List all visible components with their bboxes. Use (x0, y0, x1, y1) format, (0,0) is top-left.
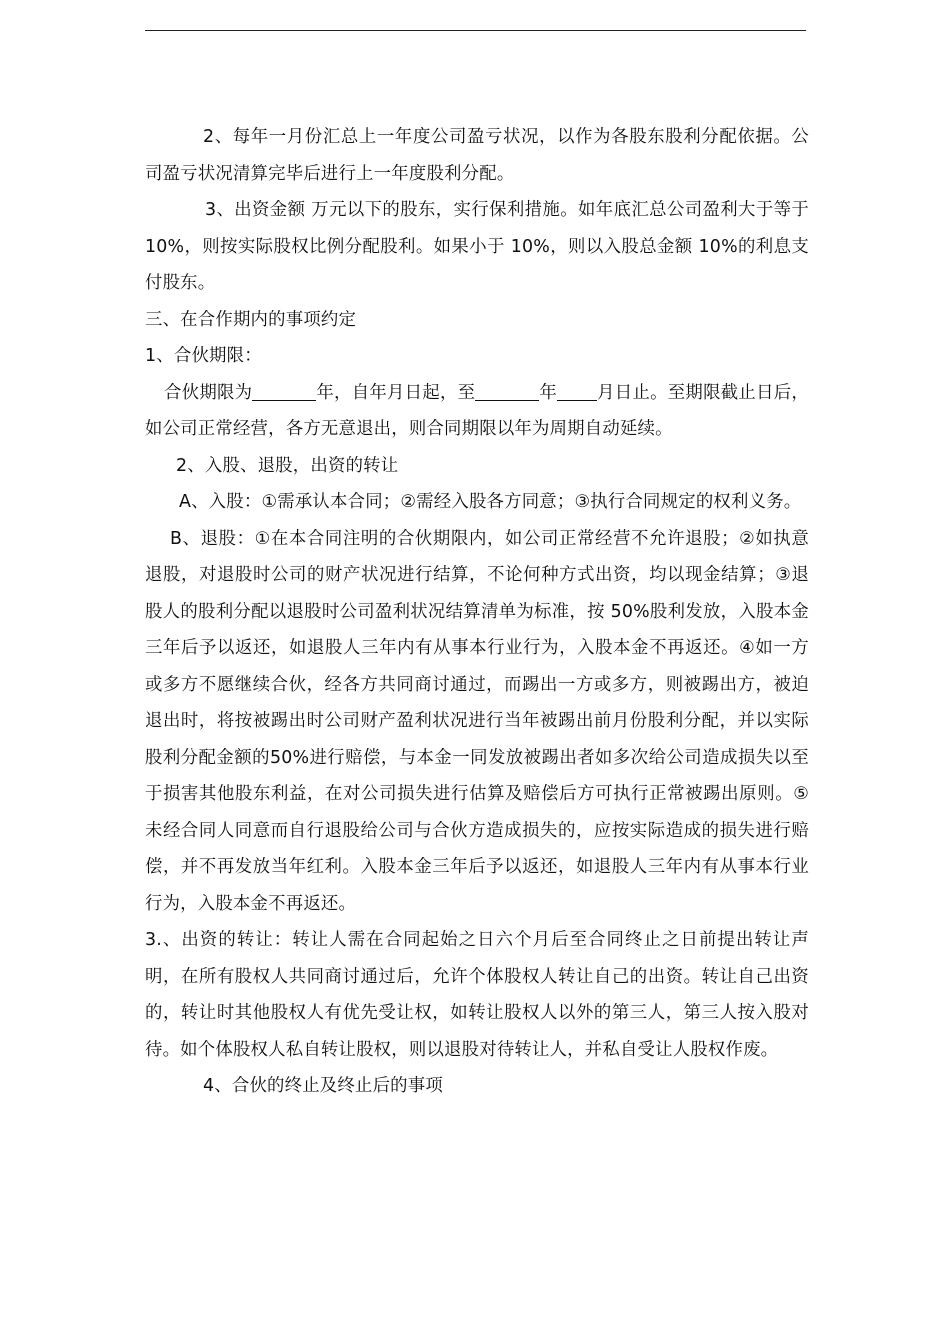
paragraph-capital-transfer: 3.、出资的转让：转让人需在合同起始之日六个月后至合同终止之日前提出转让声明，在所有股权人共同商讨通过后，允许个体股权人转让自己的出资。转让自己出资的，转让时其他股权人有优先受让权，如转让股权人以外的第三人，第三人按入股对待。如个体股权人私自转让股权，则以退股对待转让人，并私自受让人股权作废。 (145, 930, 809, 1060)
heading-partnership-termination: 4、合伙的终止及终止后的事项 (203, 1076, 443, 1096)
blank-line (557, 382, 597, 400)
term-text-d: 月日止。至期限截止日后，如公司正常经营，各方无意退出，则合同期限以年为周期自动延续。 (145, 382, 809, 439)
paragraph-partnership-term (145, 375, 809, 448)
header-rule (145, 30, 806, 31)
blank-line (252, 382, 316, 400)
term-text-c: 年 (539, 382, 558, 403)
paragraph-guaranteed-profit: 3、出资金额 万元以下的股东，实行保利措施。如年底汇总公司盈利大于等于 10%，则按实际股权比例分配股利。如果小于 10%，则以入股总金额 10%的利息支付股东。 (145, 200, 809, 293)
section-heading-three: 三、在合作期内的事项约定 (145, 309, 357, 330)
blank-line (475, 382, 539, 400)
paragraph-share-withdrawal: B、退股：①在本合同注明的合伙期限内，如公司正常经营不允许退股；②如执意退股，对退股时公司的财产状况进行结算，不论何种方式出资，均以现金结算；③退股人的股利分配以退股时公司盈利状况结算清单为标准，按 50%股利发放，入股本金三年后予以返还，如退股人三年内有从事本行业行为，入股本金不再返还。④如一方或多方不愿继续合伙，经各方共同商讨通过，而踢出一方或多方，则被踢出方，被迫退出时，将按被踢出时公司财产盈利状况进行当年被踢出前月份股利分配，并以实际股利分配金额的50%进行赔偿，与本金一同发放被踢出者如多次给公司造成损失以至于损害其他股东利益，在对公司损失进行估算及赔偿后方可执行正常被踢出原则。⑤未经合同人同意而自行退股给公司与合伙方造成损失的，应按实际造成的损失进行赔偿，并不再发放当年红利。入股本金三年后予以返还，如退股人三年内有从事本行业行为，入股本金不再返还。 (145, 528, 809, 914)
paragraph-profit-summary: 2、每年一月份汇总上一年度公司盈亏状况，以作为各股东股利分配依据。公司盈亏状况清算完毕后进行上一年度股利分配。 (145, 127, 809, 184)
heading-partnership-term: 1、合伙期限： (145, 346, 262, 366)
paragraph-share-entry: A、入股：①需承认本合同；②需经入股各方同意；③执行合同规定的权利义务。 (179, 492, 802, 512)
term-text-a: 合伙期限为 (164, 382, 253, 403)
document-body (145, 119, 809, 1105)
term-text-b: 年，自年月日起，至 (316, 382, 476, 403)
heading-share-transfer: 2、入股、退股，出资的转让 (176, 455, 399, 476)
